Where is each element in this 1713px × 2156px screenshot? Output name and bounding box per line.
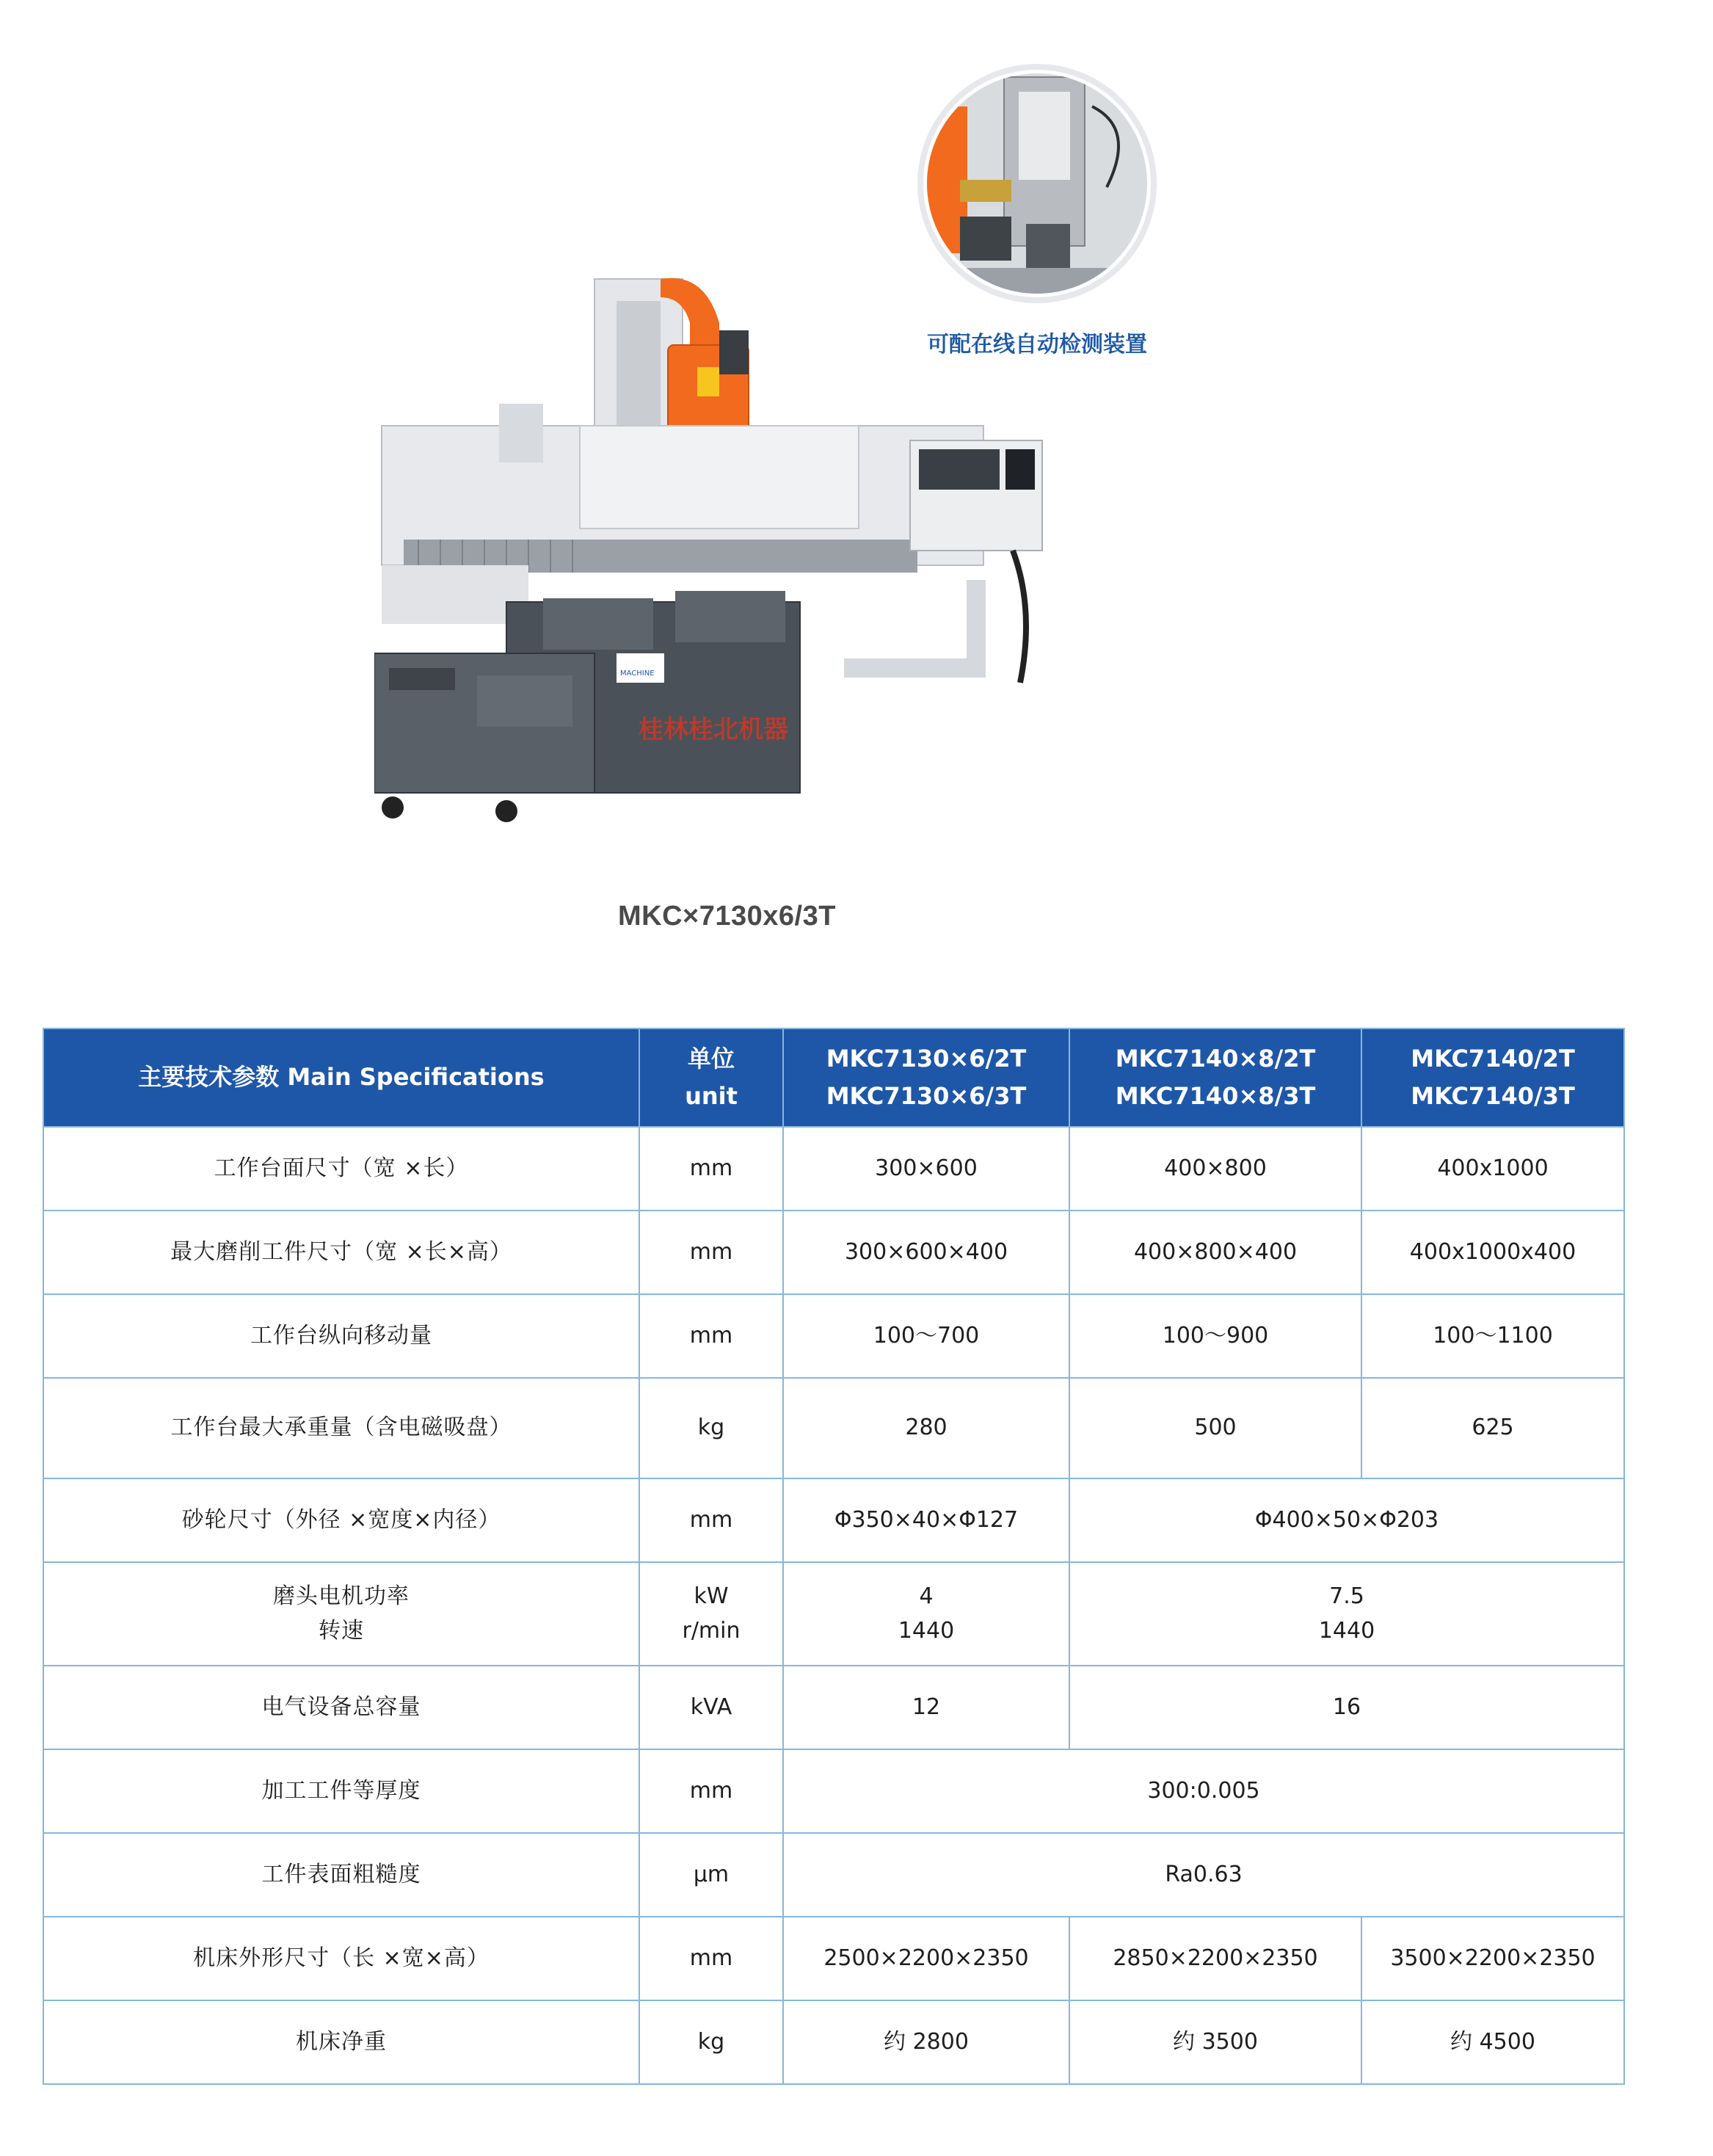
row-unit-line: r/min <box>682 1617 741 1644</box>
row-unit: mm <box>639 1478 783 1562</box>
row-value: Φ400×50×Φ203 <box>1069 1478 1624 1562</box>
row-value: 300:0.005 <box>783 1749 1624 1833</box>
header-model-3a: MKC7140/2T <box>1411 1044 1575 1072</box>
row-param: 最大磨削工件尺寸（宽 ×长×高） <box>43 1211 639 1294</box>
header-model-2a: MKC7140×8/2T <box>1115 1044 1316 1072</box>
header-unit-cn: 单位 <box>687 1044 735 1072</box>
row-unit: mm <box>639 1127 783 1211</box>
model-caption: MKC×7130x6/3T <box>618 901 836 932</box>
header-unit <box>639 1028 783 1127</box>
row-value-line: 1440 <box>898 1617 955 1644</box>
row-param-line: 磨头电机功率 <box>273 1583 410 1609</box>
row-unit: kg <box>639 2000 783 2084</box>
table-row <box>43 1562 1624 1666</box>
inset-caption: 可配在线自动检测装置 <box>927 332 1147 357</box>
row-value-line: 4 <box>919 1583 934 1609</box>
row-param: 机床外形尺寸（长 ×宽×高） <box>43 1917 639 2000</box>
table-row <box>43 2000 1624 2084</box>
table-row <box>43 1833 1624 1917</box>
row-unit: μm <box>639 1833 783 1917</box>
brand-text: 桂林桂北机器 <box>639 715 788 744</box>
row-unit: kVA <box>639 1666 783 1749</box>
row-param: 砂轮尺寸（外径 ×宽度×内径） <box>43 1478 639 1562</box>
row-value: 约 4500 <box>1361 2000 1624 2084</box>
row-unit: mm <box>639 1294 783 1378</box>
header-unit-en: unit <box>685 1082 738 1110</box>
table-row <box>43 1666 1624 1749</box>
header-model-1b: MKC7130×6/3T <box>826 1082 1027 1110</box>
header-model-1a: MKC7130×6/2T <box>826 1044 1027 1072</box>
row-value: 300×600×400 <box>783 1211 1069 1294</box>
table-row <box>43 1294 1624 1378</box>
row-param: 加工工件等厚度 <box>43 1749 639 1833</box>
row-value: 3500×2200×2350 <box>1361 1917 1624 2000</box>
row-value: 2850×2200×2350 <box>1069 1917 1361 2000</box>
row-value: 400×800 <box>1069 1127 1361 1211</box>
row-value: 16 <box>1069 1666 1624 1749</box>
header-param: 主要技术参数 Main Specifications <box>43 1028 639 1127</box>
row-value: 2500×2200×2350 <box>783 1917 1069 2000</box>
row-value: Ra0.63 <box>783 1833 1624 1917</box>
header-model-3 <box>1361 1028 1624 1127</box>
row-value: 400x1000 <box>1361 1127 1624 1211</box>
row-value: 约 2800 <box>783 2000 1069 2084</box>
row-value: 400×800×400 <box>1069 1211 1361 1294</box>
spec-table <box>43 1028 1625 2085</box>
logo-text: MACHINE <box>620 669 655 678</box>
row-param <box>43 1562 639 1666</box>
table-header-row <box>43 1028 1624 1127</box>
row-unit: mm <box>639 1917 783 2000</box>
row-value: 100～700 <box>783 1294 1069 1378</box>
row-param-line: 转速 <box>319 1617 364 1644</box>
row-unit: mm <box>639 1749 783 1833</box>
header-model-2 <box>1069 1028 1361 1127</box>
row-param: 工作台纵向移动量 <box>43 1294 639 1378</box>
row-value: 500 <box>1069 1378 1361 1478</box>
row-value: 625 <box>1361 1378 1624 1478</box>
table-row <box>43 1749 1624 1833</box>
detection-device-image <box>916 62 1158 305</box>
row-value: 300×600 <box>783 1127 1069 1211</box>
table-row <box>43 1478 1624 1562</box>
row-value: 100～900 <box>1069 1294 1361 1378</box>
row-value-line: 7.5 <box>1329 1583 1364 1609</box>
row-value <box>783 1562 1069 1666</box>
row-param: 机床净重 <box>43 2000 639 2084</box>
row-value: 约 3500 <box>1069 2000 1361 2084</box>
row-unit: kg <box>639 1378 783 1478</box>
table-row <box>43 1378 1624 1478</box>
row-value: 100～1100 <box>1361 1294 1624 1378</box>
row-param: 工件表面粗糙度 <box>43 1833 639 1917</box>
row-value: 280 <box>783 1378 1069 1478</box>
row-value-line: 1440 <box>1318 1617 1375 1644</box>
header-model-2b: MKC7140×8/3T <box>1115 1082 1316 1110</box>
table-row <box>43 1917 1624 2000</box>
row-unit-line: kW <box>694 1583 729 1609</box>
row-unit <box>639 1562 783 1666</box>
row-unit: mm <box>639 1211 783 1294</box>
header-model-3b: MKC7140/3T <box>1411 1082 1575 1110</box>
row-param: 电气设备总容量 <box>43 1666 639 1749</box>
row-value: Φ350×40×Φ127 <box>783 1478 1069 1562</box>
row-param: 工作台面尺寸（宽 ×长） <box>43 1127 639 1211</box>
table-row <box>43 1127 1624 1211</box>
row-value: 400x1000x400 <box>1361 1211 1624 1294</box>
table-row <box>43 1211 1624 1294</box>
header-model-1 <box>783 1028 1069 1127</box>
row-value <box>1069 1562 1624 1666</box>
row-param: 工作台最大承重量（含电磁吸盘） <box>43 1378 639 1478</box>
row-value: 12 <box>783 1666 1069 1749</box>
